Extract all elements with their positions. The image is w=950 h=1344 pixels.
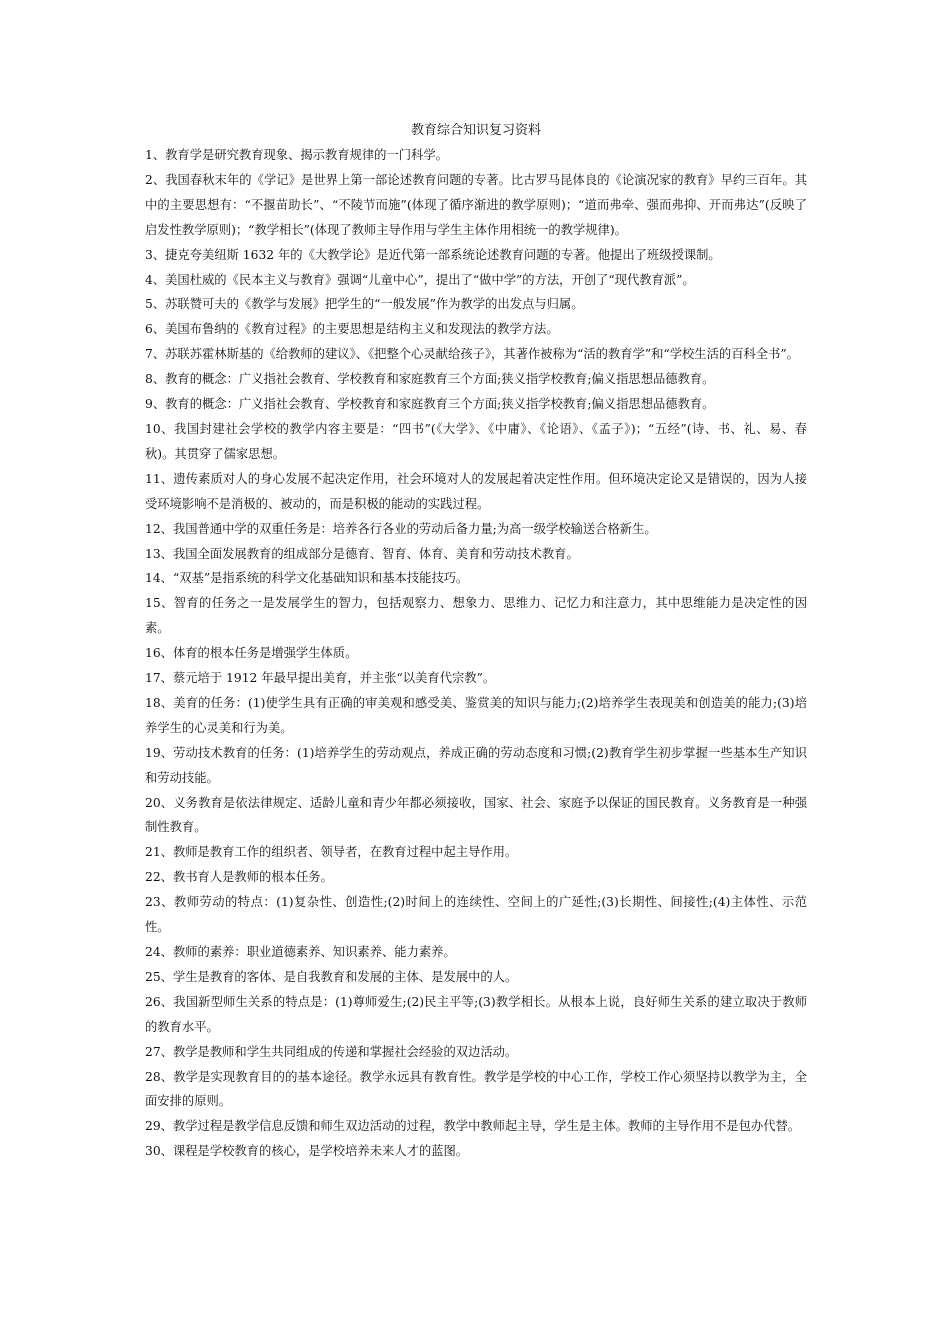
list-item: 8、教育的概念：广义指社会教育、学校教育和家庭教育三个方面;狭义指学校教育;偏义指思想品德教育。	[145, 372, 715, 387]
list-item: 17、蔡元培于 1912 年最早提出美育，并主张“以美育代宗教”。	[145, 671, 496, 686]
document-page	[145, 118, 807, 1164]
list-item: 21、教师是教育工作的组织者、领导者，在教育过程中起主导作用。	[145, 845, 518, 860]
list-item: 26、我国新型师生关系的特点是：(1)尊师爱生;(2)民主平等;(3)教学相长。从根本上说，良好师生关系的建立取决于教师的教育水平。	[145, 994, 807, 1034]
list-item: 16、体育的根本任务是增强学生体质。	[145, 646, 358, 661]
list-item: 15、智育的任务之一是发展学生的智力，包括观察力、想象力、思维力、记忆力和注意力，其中思维能力是决定性的因素。	[145, 596, 807, 636]
list-item: 3、捷克夸美纽斯 1632 年的《大教学论》是近代第一部系统论述教育问题的专著。他提出了班级授课制。	[145, 247, 721, 262]
list-item: 29、教学过程是教学信息反馈和师生双边活动的过程，教学中教师起主导，学生是主体。教师的主导作用不是包办代替。	[145, 1119, 801, 1134]
list-item: 30、课程是学校教育的核心，是学校培养未来人才的蓝图。	[145, 1144, 469, 1159]
list-item: 18、美育的任务：(1)使学生具有正确的审美观和感受美、鉴赏美的知识与能力;(2)培养学生表现美和创造美的能力;(3)培养学生的心灵美和行为美。	[145, 695, 807, 735]
list-item: 10、我国封建社会学校的教学内容主要是：“四书”(《大学》、《中庸》、《论语》、《孟子》)；“五经”(诗、书、礼、易、春秋)。其贯穿了儒家思想。	[145, 421, 807, 461]
document-title: 教育综合知识复习资料	[410, 123, 541, 138]
list-item: 4、美国杜威的《民本主义与教育》强调“儿童中心”，提出了“做中学”的方法，开创了“现代教育派”。	[145, 272, 695, 287]
list-item: 27、教学是教师和学生共同组成的传递和掌握社会经验的双边活动。	[145, 1044, 518, 1059]
list-item: 13、我国全面发展教育的组成部分是德育、智育、体育、美育和劳动技术教育。	[145, 546, 579, 561]
list-item: 24、教师的素养：职业道德素养、知识素养、能力素养。	[145, 945, 456, 959]
list-item: 11、遗传素质对人的身心发展不起决定作用，社会环境对人的发展起着决定性作用。但环境决定论又是错误的，因为人接受环境影响不是消极的、被动的，而是积极的能动的实践过程。	[145, 471, 807, 511]
list-item: 14、“双基”是指系统的科学文化基础知识和基本技能技巧。	[145, 571, 469, 586]
list-item: 25、学生是教育的客体、是自我教育和发展的主体、是发展中的人。	[145, 969, 518, 984]
list-item: 28、教学是实现教育目的的基本途径。教学永远具有教育性。教学是学校的中心工作，学校工作心须坚持以教学为主，全面安排的原则。	[145, 1069, 807, 1109]
list-item: 9、教育的概念：广义指社会教育、学校教育和家庭教育三个方面;狭义指学校教育;偏义指思想品德教育。	[145, 397, 715, 412]
list-item: 5、苏联赞可夫的《教学与发展》把学生的“一般发展”作为教学的出发点与归属。	[145, 297, 584, 312]
list-item: 20、义务教育是依法律规定、适龄儿童和青少年都必须接收，国家、社会、家庭予以保证的国民教育。义务教育是一种强制性教育。	[145, 795, 807, 835]
list-item: 1、教育学是研究教育现象、揭示教育规律的一门科学。	[145, 148, 448, 162]
list-item: 23、教师劳动的特点：(1)复杂性、创造性;(2)时间上的连续性、空间上的广延性;(3)长期性、间接性;(4)主体性、示范性。	[145, 895, 807, 935]
list-item: 19、劳动技术教育的任务：(1)培养学生的劳动观点，养成正确的劳动态度和习惯;(2)教育学生初步掌握一些基本生产知识和劳动技能。	[145, 745, 807, 785]
list-item: 6、美国布鲁纳的《教育过程》的主要思想是结构主义和发现法的教学方法。	[145, 322, 559, 337]
list-item: 12、我国普通中学的双重任务是：培养各行各业的劳动后备力量;为高一级学校输送合格新生。	[145, 521, 657, 536]
list-item: 22、教书育人是教师的根本任务。	[145, 870, 333, 885]
list-item: 7、苏联苏霍林斯基的《给教师的建议》、《把整个心灵献给孩子》，其著作被称为“活的教育学”和“学校生活的百科全书”。	[145, 347, 799, 362]
list-item: 2、我国春秋末年的《学记》是世界上第一部论述教育问题的专著。比古罗马昆体良的《论演况家的教育》早约三百年。其中的主要思想有：“不揠苗助长”、“不陵节而施”(体现了循序渐进的教学原则)；“道而弗牵、强而弗抑、开而弗达”(反映了启发性教学原则)；“教学相长”(体现了教师主导作用与学生主体作用相统一的教学规律)。	[145, 172, 807, 237]
item-list	[145, 143, 807, 1164]
